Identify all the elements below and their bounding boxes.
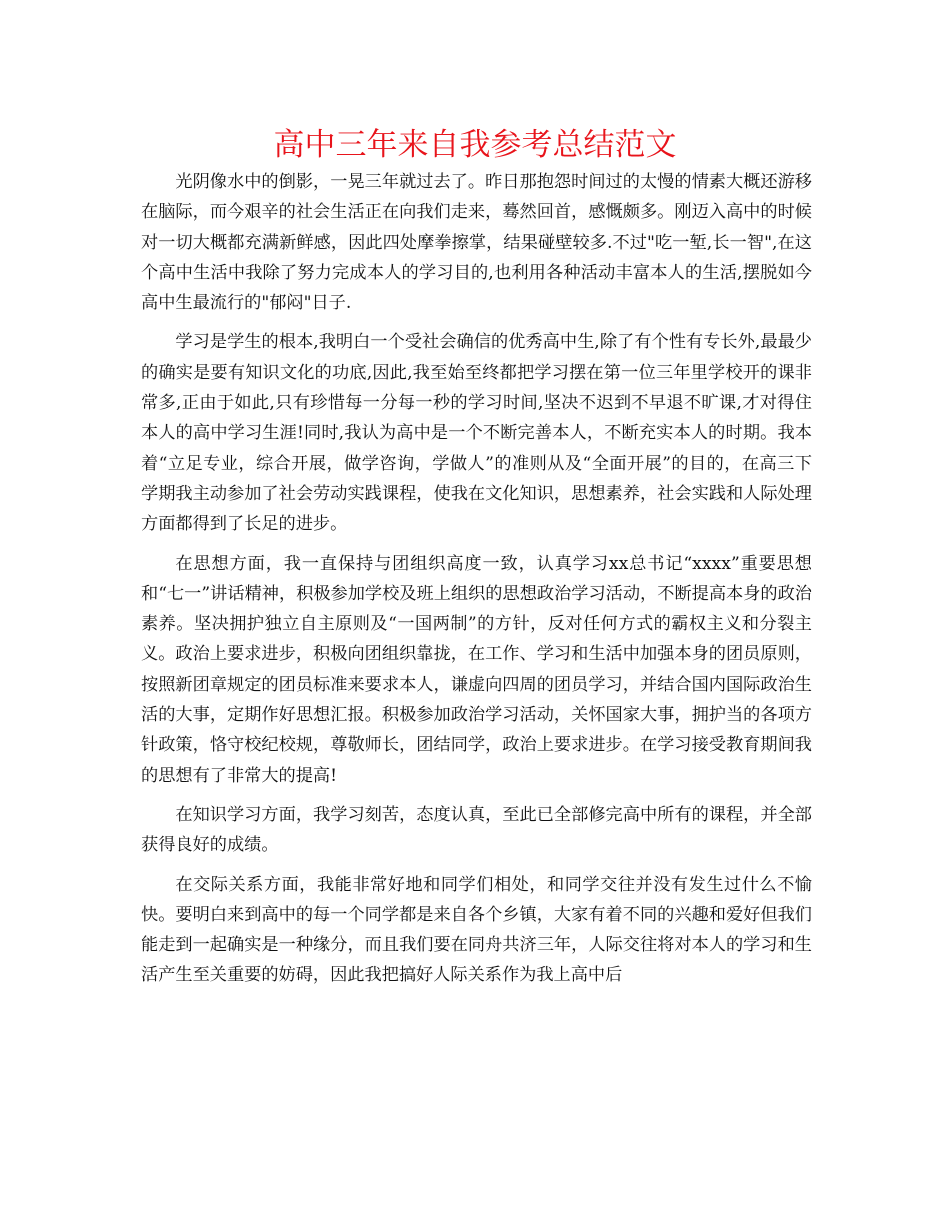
document-title: 高中三年来自我参考总结范文 (273, 127, 677, 163)
paragraph-study: 学习是学生的根本,我明白一个受社会确信的优秀高中生,除了有个性有专长外,最最少的确实是要有知识文化的功底,因此,我至始至终都把学习摆在第一位三年里学校开的课非常多,正由于如此,只有珍惜每一分每一秒的学习时间,坚决不迟到不早退不旷课,才对得住本人的高中学习生涯!同时,我认为高中是一个不断完善本人，不断充实本人的时期。我本着“立足专业，综合开展，做学咨询，学做人”的准则从及“全面开展”的目的，在高三下学期我主动参加了社会劳动实践课程，使我在文化知识，思想素养，社会实践和人际处理方面都得到了长足的进步。 (141, 332, 812, 535)
paragraph-thought: 在思想方面，我一直保持与团组织高度一致，认真学习xx总书记“xxxx”重要思想和“七一”讲话精神，积极参加学校及班上组织的思想政治学习活动，不断提高本身的政治素养。坚决拥护独立自主原则及“一国两制”的方针，反对任何方式的霸权主义和分裂主义。政治上要求进步，积极向团组织靠拢，在工作、学习和生活中加强本身的团员原则，按照新团章规定的团员标准来要求本人，谦虚向四周的团员学习，并结合国内国际政治生活的大事，定期作好思想汇报。积极参加政治学习活动，关怀国家大事，拥护当的各项方针政策，恪守校纪校规，尊敬师长，团结同学，政治上要求进步。在学习接受教育期间我的思想有了非常大的提高! (141, 553, 812, 786)
paragraph-social: 在交际关系方面，我能非常好地和同学们相处，和同学交往并没有发生过什么不愉快。要明白来到高中的每一个同学都是来自各个乡镇，大家有着不同的兴趣和爱好但我们能走到一起确实是一种缘分，而且我们要在同舟共济三年，人际交往将对本人的学习和生活产生至关重要的妨碍，因此我把搞好人际关系作为我上高中后 (141, 874, 812, 986)
paragraph-intro: 光阴像水中的倒影，一晃三年就过去了。昨日那抱怨时间过的太慢的情素大概还游移在脑际，而今艰辛的社会生活正在向我们走来，蓦然回首，感慨颇多。刚迈入高中的时候对一切大概都充满新鲜感，因此四处摩拳擦掌，结果碰壁较多.不过"吃一堑,长一智",在这个高中生活中我除了努力完成本人的学习目的,也利用各种活动丰富本人的生活,摆脱如今高中生最流行的"郁闷"日子. (141, 172, 812, 314)
paragraph-knowledge: 在知识学习方面，我学习刻苦，态度认真，至此已全部修完高中所有的课程，并全部获得良好的成绩。 (141, 804, 812, 856)
document-body (141, 167, 812, 991)
